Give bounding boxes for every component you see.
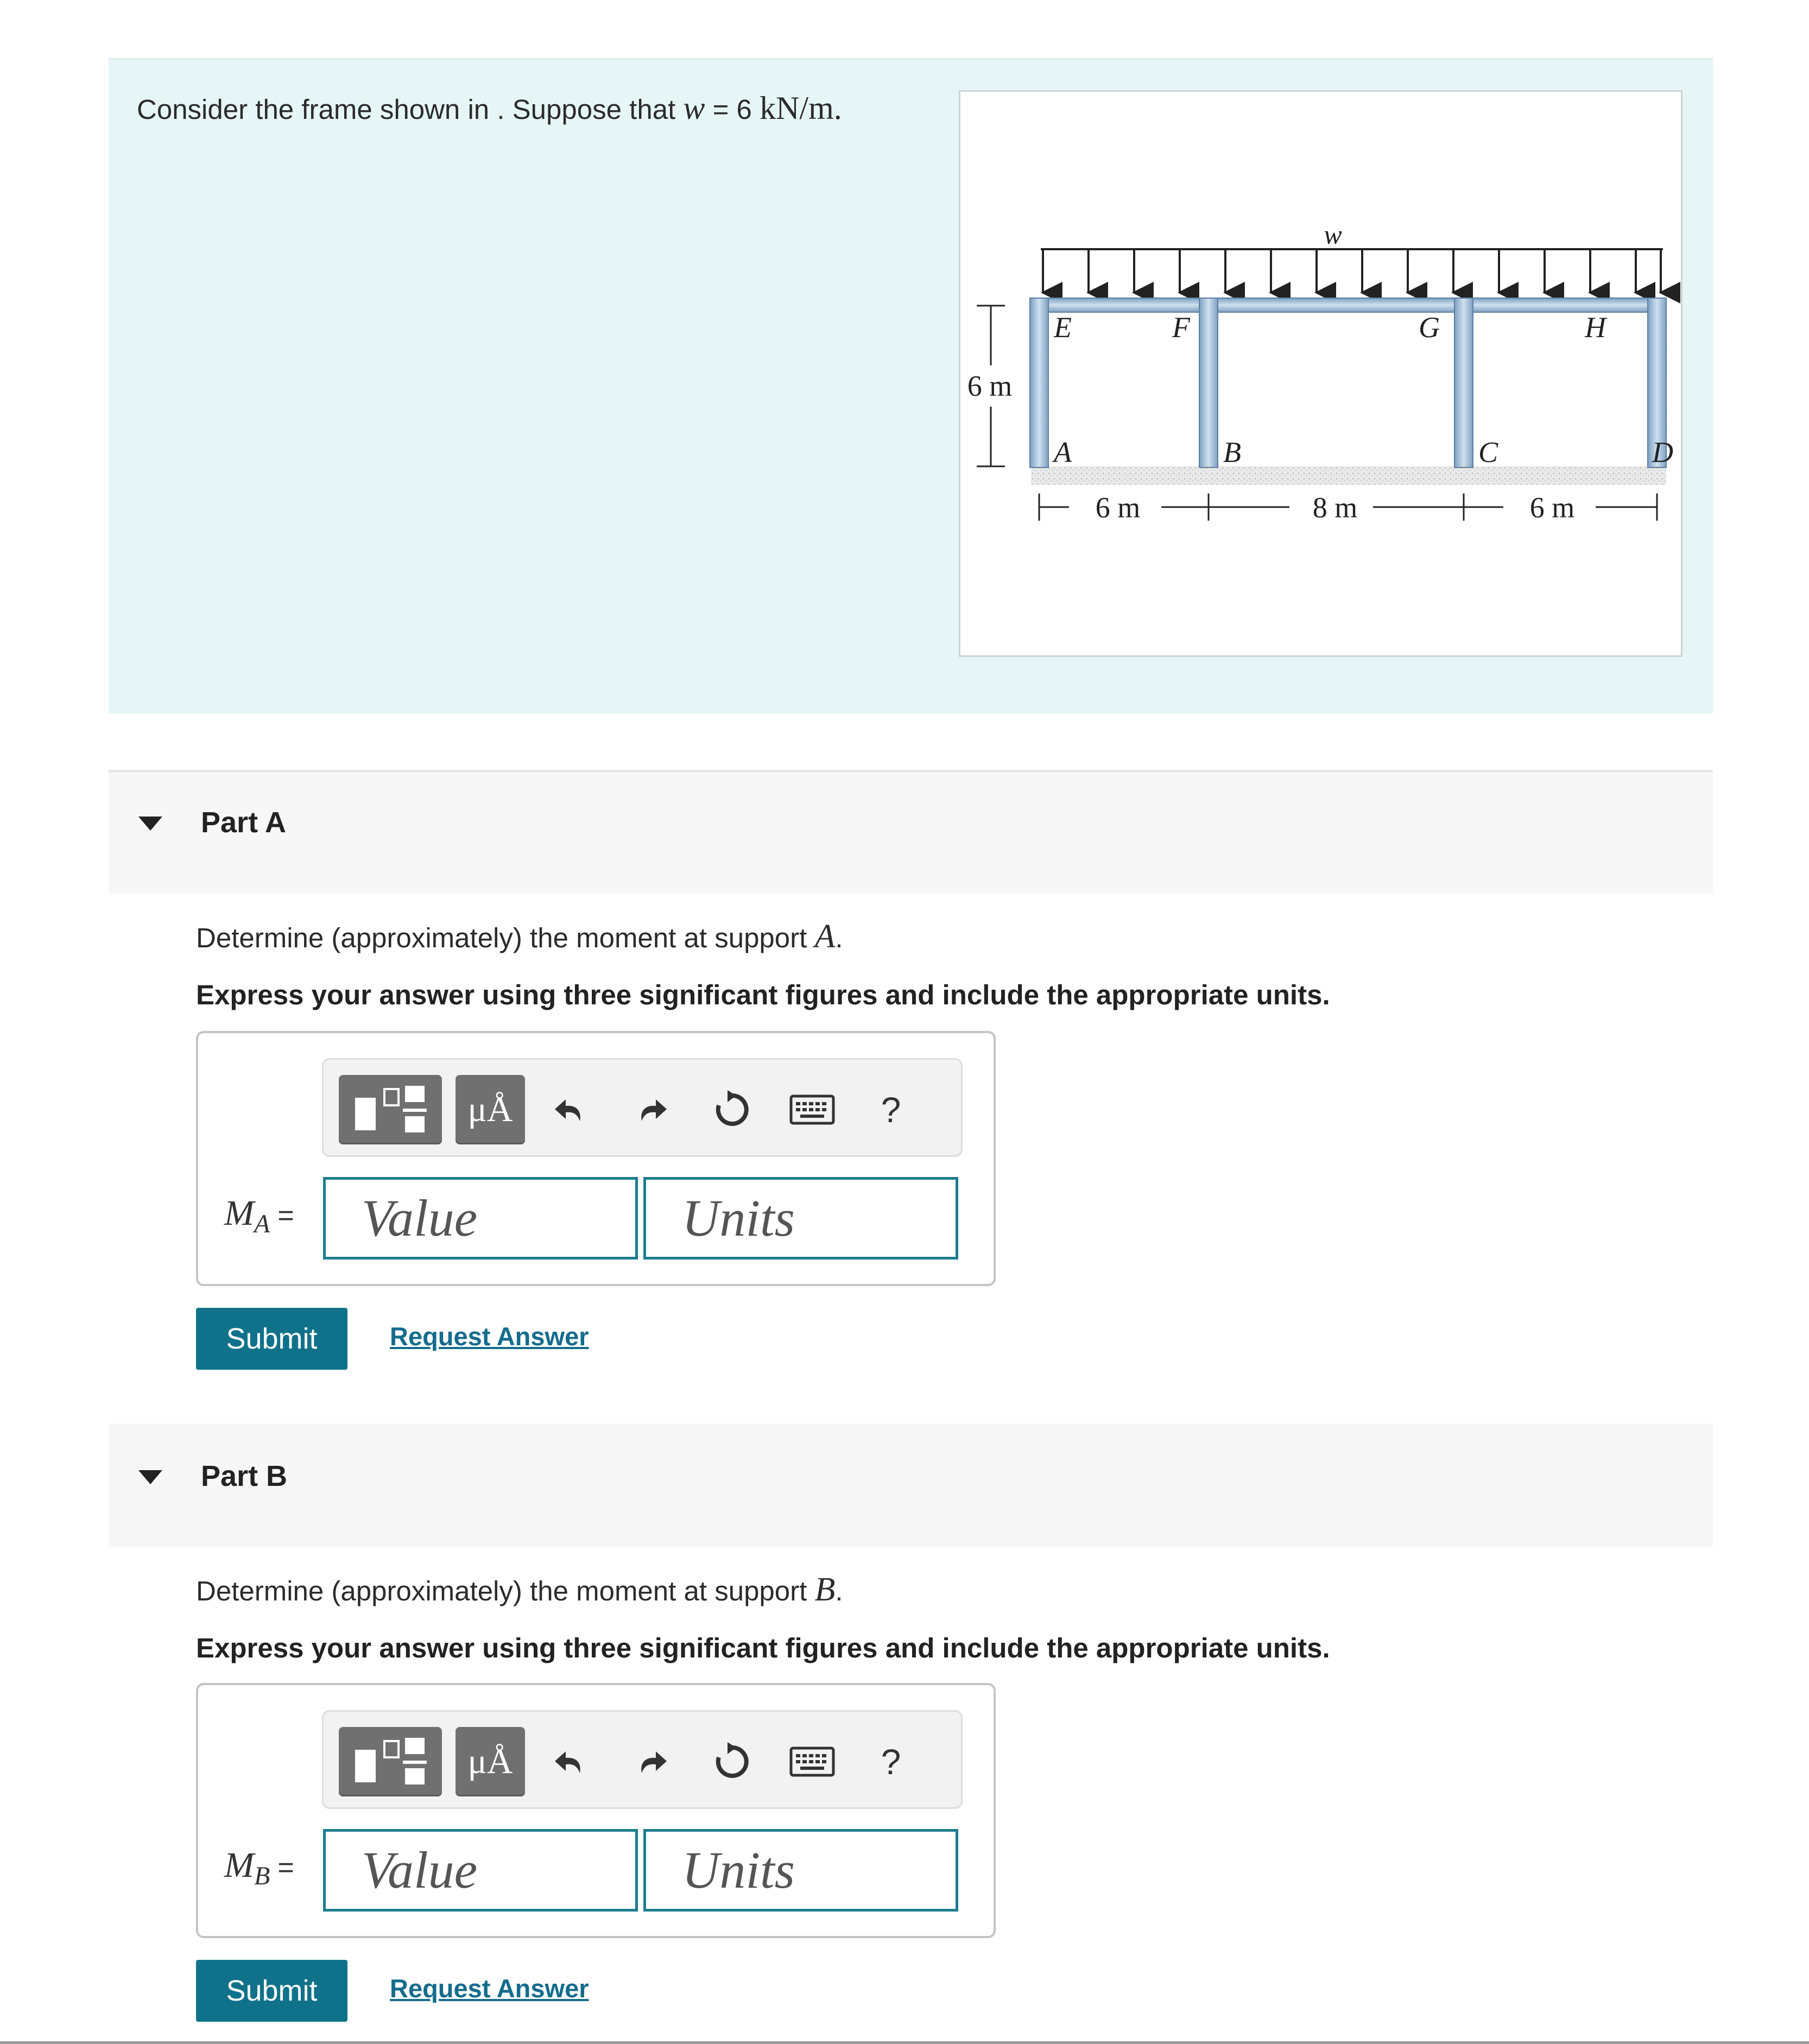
undo-icon[interactable] bbox=[541, 1075, 600, 1144]
part-a-value-input[interactable]: Value bbox=[323, 1177, 638, 1260]
part-a-submit-button[interactable]: Submit bbox=[196, 1308, 347, 1370]
help-icon[interactable]: ? bbox=[881, 1090, 901, 1130]
part-a-request-answer-link[interactable]: Request Answer bbox=[390, 1322, 589, 1351]
part-a-prompt-suffix: . bbox=[835, 922, 843, 953]
part-b-units-input[interactable]: Units bbox=[643, 1829, 958, 1912]
units-button[interactable]: μÅ bbox=[456, 1727, 525, 1796]
part-a-variable-label bbox=[224, 1193, 294, 1239]
part-a-prompt bbox=[196, 917, 843, 956]
part-a-prompt-symbol: A bbox=[814, 918, 836, 955]
caret-down-icon[interactable] bbox=[138, 817, 162, 831]
joint-label-f: F bbox=[1172, 311, 1190, 344]
templates-button[interactable] bbox=[339, 1075, 442, 1144]
span-label-ab: 6 m bbox=[1095, 491, 1141, 524]
joint-label-g: G bbox=[1419, 311, 1440, 344]
units-button[interactable]: μÅ bbox=[456, 1075, 525, 1144]
part-b-var-sub: B bbox=[254, 1862, 270, 1891]
load-arrows bbox=[1043, 249, 1661, 293]
part-b-prompt-text: Determine (approximately) the moment at support bbox=[196, 1575, 815, 1606]
part-b-var-main: M bbox=[224, 1845, 254, 1885]
problem-statement-panel bbox=[109, 58, 1713, 714]
support-label-a: A bbox=[1054, 436, 1072, 469]
part-a-prompt-text: Determine (approximately) the moment at support bbox=[196, 922, 815, 953]
span-label-cd: 6 m bbox=[1529, 491, 1575, 524]
intro-units: kN/m bbox=[760, 90, 834, 126]
reset-icon[interactable] bbox=[702, 1075, 762, 1144]
intro-equals: = 6 bbox=[705, 94, 760, 125]
frame-diagram bbox=[960, 92, 1681, 655]
part-a-header[interactable] bbox=[109, 770, 1713, 894]
height-label: 6 m bbox=[967, 370, 1013, 402]
support-label-d: D bbox=[1652, 436, 1673, 469]
part-a-units-input[interactable]: Units bbox=[643, 1177, 958, 1260]
part-b-prompt bbox=[196, 1571, 843, 1609]
part-a-answer-box bbox=[196, 1031, 996, 1286]
part-b-submit-button[interactable]: Submit bbox=[196, 1960, 347, 2022]
part-b-instruction: Express your answer using three significant figures and include the appropriate units. bbox=[196, 1632, 1330, 1663]
help-icon[interactable]: ? bbox=[881, 1742, 901, 1782]
redo-icon[interactable] bbox=[621, 1075, 681, 1144]
column-ae bbox=[1030, 298, 1048, 467]
redo-icon[interactable] bbox=[621, 1727, 681, 1796]
caret-down-icon[interactable] bbox=[138, 1470, 162, 1484]
undo-icon[interactable] bbox=[541, 1727, 600, 1796]
load-label: w bbox=[1324, 219, 1342, 250]
templates-button[interactable] bbox=[339, 1727, 442, 1796]
part-b-answer-box bbox=[196, 1683, 996, 1938]
part-b-value-input[interactable]: Value bbox=[323, 1829, 638, 1912]
keyboard-icon[interactable] bbox=[782, 1075, 842, 1144]
part-b-prompt-symbol: B bbox=[814, 1571, 836, 1608]
part-a-instruction: Express your answer using three significant figures and include the appropriate units. bbox=[196, 979, 1330, 1010]
joint-label-h: H bbox=[1585, 311, 1606, 344]
part-b-request-answer-link[interactable]: Request Answer bbox=[390, 1974, 589, 2003]
bottom-divider bbox=[0, 2041, 1809, 2044]
part-a-var-sub: A bbox=[254, 1210, 270, 1239]
problem-statement bbox=[137, 90, 842, 127]
part-a-var-main: M bbox=[224, 1193, 254, 1233]
intro-text-prefix: Consider the frame shown in . Suppose that bbox=[137, 94, 684, 125]
column-bf bbox=[1199, 298, 1218, 467]
ground bbox=[1031, 466, 1666, 485]
part-a-toolbar bbox=[322, 1058, 963, 1157]
templates-icon bbox=[339, 1075, 442, 1144]
part-a-title[interactable]: Part A bbox=[201, 806, 287, 839]
part-b-header[interactable] bbox=[109, 1423, 1713, 1547]
intro-period: . bbox=[833, 90, 842, 126]
part-b-equals: = bbox=[277, 1852, 294, 1883]
reset-icon[interactable] bbox=[702, 1727, 762, 1796]
part-b-prompt-suffix: . bbox=[835, 1575, 843, 1606]
part-b-toolbar bbox=[322, 1710, 963, 1809]
span-label-bc: 8 m bbox=[1312, 491, 1358, 524]
templates-icon bbox=[339, 1727, 442, 1796]
part-a-equals: = bbox=[277, 1200, 294, 1231]
keyboard-icon[interactable] bbox=[782, 1727, 842, 1796]
frame-figure bbox=[959, 90, 1683, 657]
support-label-b: B bbox=[1223, 436, 1241, 469]
joint-label-e: E bbox=[1054, 311, 1072, 344]
part-b-variable-label bbox=[224, 1845, 294, 1891]
support-label-c: C bbox=[1478, 436, 1498, 469]
part-b-title[interactable]: Part B bbox=[201, 1460, 288, 1492]
intro-w-symbol: w bbox=[683, 90, 705, 126]
column-cg bbox=[1454, 298, 1473, 467]
top-beam bbox=[1030, 298, 1666, 312]
